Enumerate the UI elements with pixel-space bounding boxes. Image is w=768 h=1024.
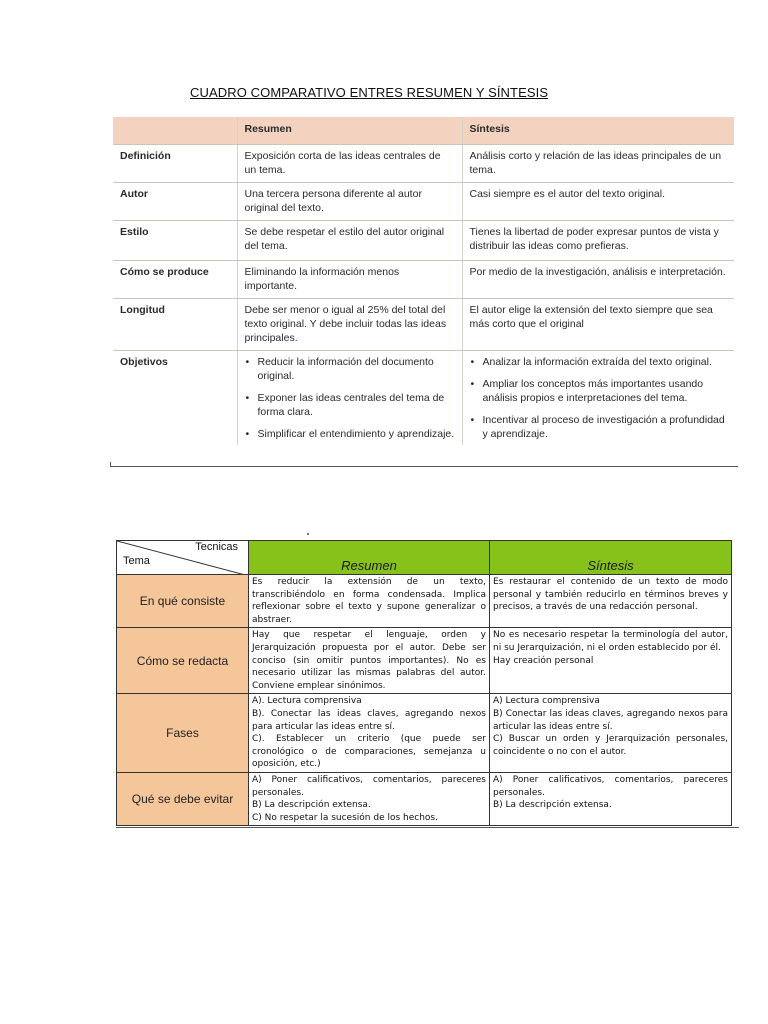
corner-label-tecnicas: Tecnicas: [195, 541, 238, 553]
cell-text: A) Lectura comprensiva: [493, 696, 600, 707]
resumen-cell: Una tercera persona diferente al autor original del texto.: [237, 183, 462, 221]
table2-header-resumen: [249, 541, 490, 575]
list-item: • Simplificar el entendimiento y aprendizaje.: [255, 427, 455, 441]
header-label: Síntesis: [587, 558, 634, 574]
cell-text: C) No respetar la sucesión de los hechos.: [252, 812, 438, 823]
sintesis-cell: Tienes la libertad de poder expresar puntos de vista y distribuir las ideas como prefieras.: [462, 221, 734, 261]
resumen-cell: [249, 694, 490, 773]
row-label: Qué se debe evitar: [117, 772, 249, 825]
sintesis-cell: [490, 772, 732, 825]
resumen-cell: [249, 575, 490, 628]
resumen-cell: [249, 772, 490, 825]
corner-label-tema: Tema: [123, 555, 150, 567]
sintesis-cell: Análisis corto y relación de las ideas principales de un tema.: [462, 145, 734, 183]
cell-text: B) Conectar las ideas claves, agregando nexos para articular las ideas entre sí.: [493, 708, 728, 732]
row-label: Estilo: [113, 221, 237, 261]
cell-text: Hay que respetar el lenguaje, orden y Jerarquización propuesta por el autor. Debe ser conciso (sin omitir puntos importantes). No es necesario utilizar las mismas palabras del autor. Conviene emplear sinónimos.: [252, 630, 486, 691]
comparison-table-2: [116, 540, 732, 826]
cell-text: Es reducir la extensión de un texto, transcribiéndolo en forma condensada. Implica reflexionar sobre el texto y supone generalizar o abstraer.: [252, 577, 486, 625]
cell-text: B) La descripción extensa.: [252, 800, 371, 811]
cell-text: A) Poner calificativos, comentarios, pareceres personales.: [252, 774, 486, 798]
resumen-cell: Debe ser menor o igual al 25% del total del texto original. Y debe incluir todas las ideas principales.: [237, 299, 462, 351]
table-row: [113, 183, 734, 221]
resumen-cell: Exposición corta de las ideas centrales de un tema.: [237, 145, 462, 183]
sintesis-cell: El autor elige la extensión del texto siempre que sea más corto que el original: [462, 299, 734, 351]
list-item: • Incentivar al proceso de investigación a profundidad y aprendizaje.: [480, 413, 728, 441]
table-row: [117, 575, 732, 628]
table-row: [113, 221, 734, 261]
list-item: • Reducir la información del documento original.: [255, 355, 455, 383]
table1-header-empty: [113, 117, 237, 145]
header-label: Resumen: [341, 558, 397, 574]
cell-text: B) La descripción extensa.: [493, 800, 612, 811]
sintesis-cell: [490, 628, 732, 694]
cell-text: No es necesario respetar la terminología del autor, ni su Jerarquización, ni el orden establecido por él.: [493, 630, 728, 653]
row-label: Objetivos: [120, 356, 168, 368]
table-row: [113, 261, 734, 299]
table-row: [113, 299, 734, 351]
list-item: • Exponer las ideas centrales del tema de forma clara.: [255, 391, 455, 419]
cell-text: Hay creación personal: [493, 655, 594, 666]
resumen-cell: Se debe respetar el estilo del autor original del tema.: [237, 221, 462, 261]
table-row: [113, 145, 734, 183]
cell-text: A) Poner calificativos, comentarios, pareceres personales.: [493, 774, 728, 798]
cell-text: Es restaurar el contenido de un texto de modo personal y también reducirlo en términos breves y precisos, a través de una redacción personal.: [493, 577, 728, 613]
row-label: Fases: [117, 694, 249, 773]
table-row: [113, 351, 734, 446]
row-label: Autor: [113, 183, 237, 221]
list-item: • Analizar la información extraída del texto original.: [480, 355, 728, 369]
list-item: • Ampliar los conceptos más importantes usando análisis propios e interpretaciones del tema.: [480, 377, 728, 405]
table2-bottom-rule: [116, 827, 739, 828]
cell-text: C). Establecer un criterio (que puede ser cronológico o de comparaciones, semejanza u oposición, etc.): [252, 734, 486, 770]
row-label: Cómo se redacta: [117, 628, 249, 694]
stray-dot: [307, 533, 309, 535]
cell-text: C) Buscar un orden y Jerarquización personales, coincidente o no con el autor.: [493, 734, 728, 757]
row-label: Cómo se produce: [113, 261, 237, 299]
resumen-objetivos-cell: [237, 351, 462, 446]
row-label: Definición: [113, 145, 237, 183]
table1-bottom-rule: [110, 466, 738, 467]
cell-text: B). Conectar las ideas claves, agregando nexos para articular las ideas entre sí.: [252, 708, 486, 732]
comparison-table-1: [113, 117, 734, 445]
row-label: Longitud: [113, 299, 237, 351]
table-row: [117, 772, 732, 825]
table1-header-row: [113, 117, 734, 145]
document-title: CUADRO COMPARATIVO ENTRES RESUMEN Y SÍNTESIS: [190, 85, 549, 100]
table-row: [117, 628, 732, 694]
sintesis-objetivos-list: [470, 355, 728, 441]
sintesis-cell: Por medio de la investigación, análisis e interpretación.: [462, 261, 734, 299]
resumen-cell: Eliminando la información menos importante.: [237, 261, 462, 299]
row-label: En qué consiste: [117, 575, 249, 628]
table2-header-sintesis: [490, 541, 732, 575]
table1-header-sintesis: Síntesis: [462, 117, 734, 145]
sintesis-cell: [490, 575, 732, 628]
table2-header-row: [117, 541, 732, 575]
sintesis-objetivos-cell: [462, 351, 734, 446]
cell-text: A). Lectura comprensiva: [252, 696, 362, 707]
resumen-objetivos-list: [245, 355, 455, 441]
table1-header-resumen: Resumen: [237, 117, 462, 145]
table2-corner-cell: [117, 541, 249, 575]
sintesis-cell: Casi siempre es el autor del texto original.: [462, 183, 734, 221]
resumen-cell: [249, 628, 490, 694]
table-row: [117, 694, 732, 773]
sintesis-cell: [490, 694, 732, 773]
